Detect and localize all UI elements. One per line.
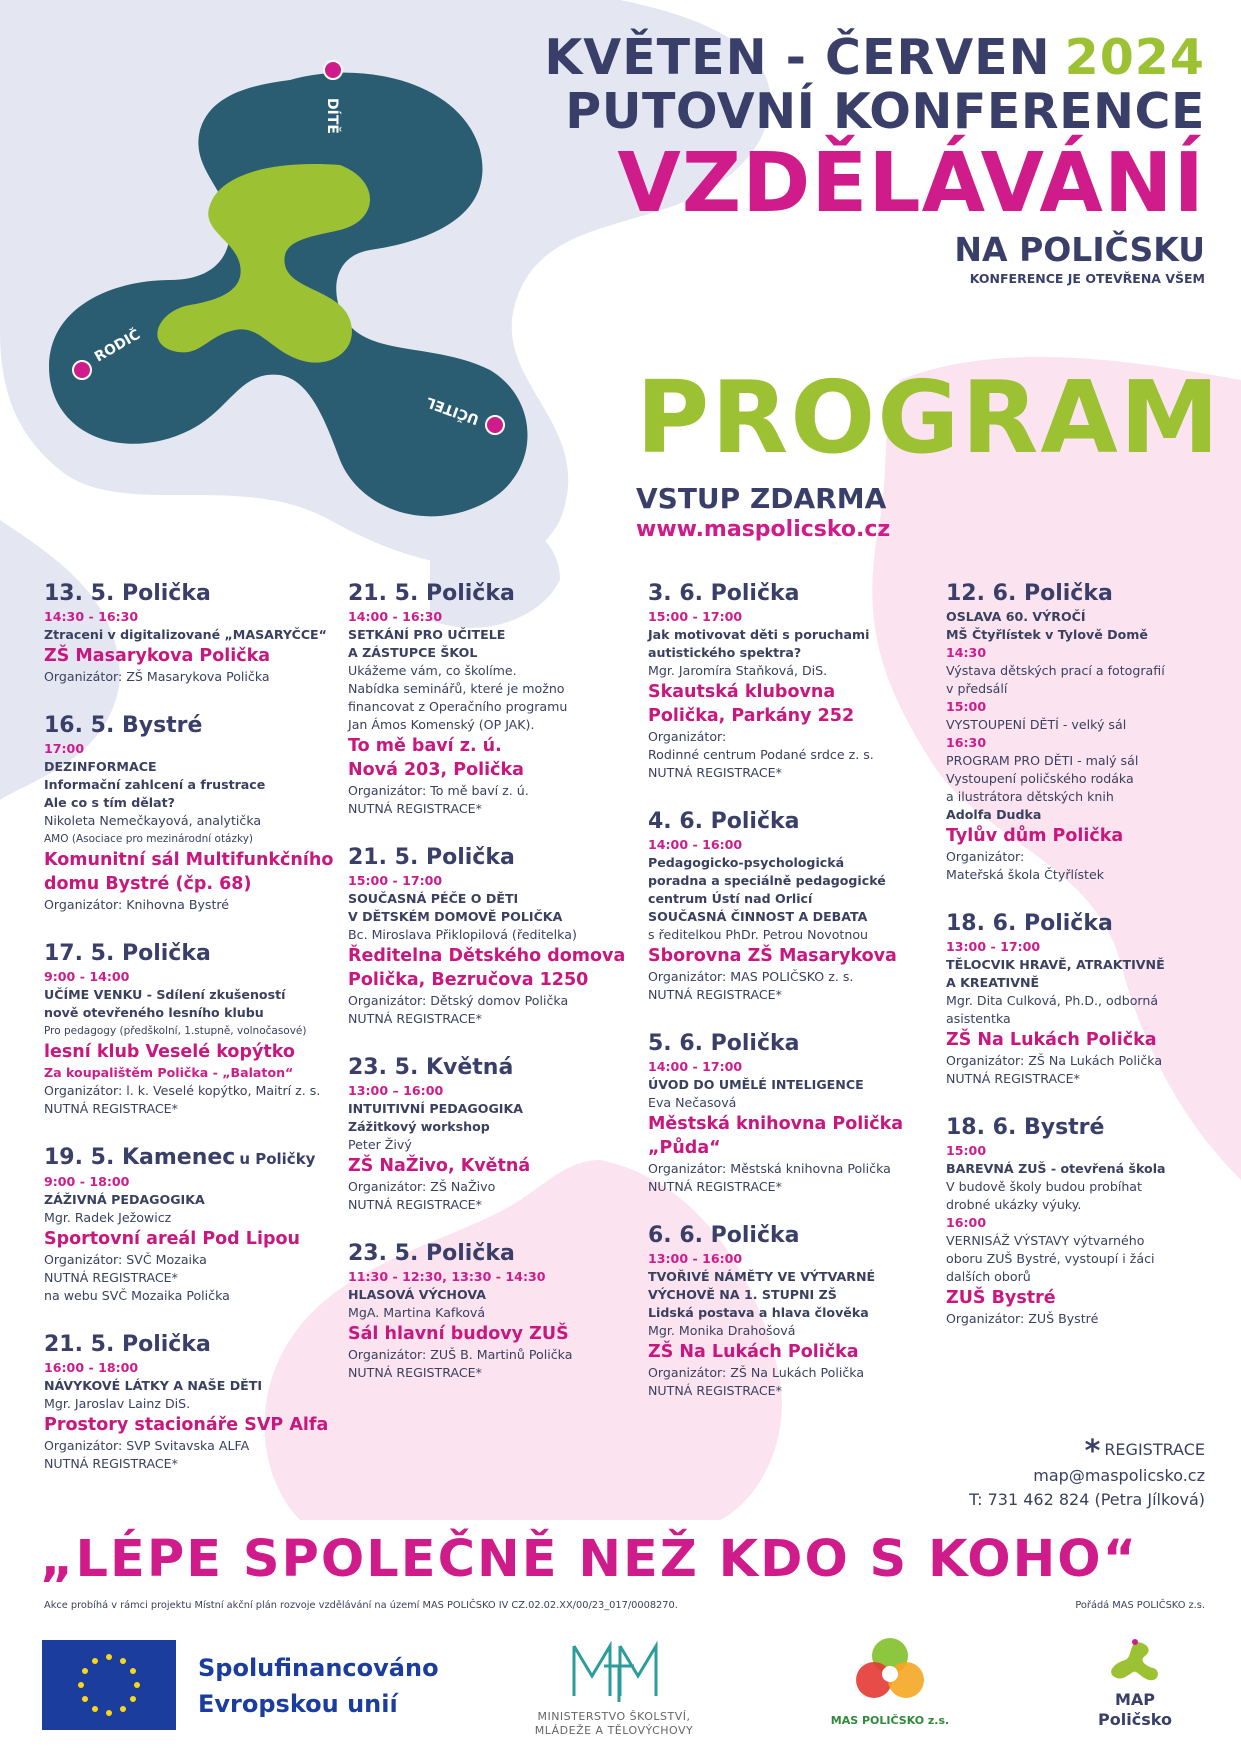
header-months: KVĚTEN - ČERVEN 2024 — [544, 29, 1205, 86]
label-child: DÍTĚ — [324, 98, 340, 134]
project-note: Akce probíhá v rámci projektu Místní akční plán rozvoje vzdělávání na území MAS POLIČSKO IV CZ.02.02.XX/00/23_017/0008270. — [44, 1600, 678, 1611]
header-year: 2024 — [1064, 29, 1205, 86]
msmt-mark-icon — [564, 1636, 664, 1706]
column-2 — [348, 580, 628, 1408]
header-region: NA POLIČSKU — [954, 230, 1205, 269]
event-item: 18. 6. Bystré 15:00 BAREVNÁ ZUŠ - otevřená škola V budově školy budou probíhat drobné ukázky výuky. 16:00 VERNISÁŽ VÝSTAVY výtvarného oboru ZUŠ Bystré, vystoupí i žáci dalších oborů ZUŠ Bystré Organizátor: ZUŠ Bystré — [946, 1115, 1166, 1326]
registration-email[interactable]: map@maspolicsko.cz — [1033, 1466, 1205, 1485]
registration-info: * REGISTRACE map@maspolicsko.cz T: 731 462 824 (Petra Jílková) — [969, 1438, 1205, 1512]
event-item: 4. 6. Polička 14:00 - 16:00 Pedagogicko-psychologická poradna a speciálně pedagogické centrum Ústí nad Orlicí SOUČASNÁ ČINNOST A DEBATA s ředitelkou PhDr. Petrou Novotnou Sborovna ZŠ Masarykova Organizátor: MAS POLIČSKO z. s. NUTNÁ REGISTRACE* — [648, 809, 897, 1002]
event-item: 16. 5. Bystré 17:00 DEZINFORMACE Informační zahlcení a frustrace Ale co s tím dělat? Nikoleta Nemečkayová, analytička AMO (Asociace pro mezinárodní otázky) Komunitní sál Multifunkčního domu Bystré (čp. 68) Organizátor: Knihovna Bystré — [44, 713, 334, 912]
event-item: 21. 5. Polička 14:00 - 16:30 SETKÁNÍ PRO UČITELE A ZÁSTUPCE ŠKOL Ukážeme vám, co školíme. Nabídka seminářů, které je možno financovat z Operačního programu Jan Ámos Komenský (OP JAK). To mě baví z. ú. Nová 203, Polička Organizátor: To mě baví z. ú. NUTNÁ REGISTRACE* — [348, 581, 568, 816]
event-item: 17. 5. Polička 9:00 - 14:00 UČÍME VENKU - Sdílení zkušeností nově otevřeného lesního klubu Pro pedagogy (předškolní, 1.stupně, volnočasové) lesní klub Veselé kopýtko Za koupalištěm Polička - „Balaton“ Organizátor: l. k. Veselé kopýtko, Maitrí z. s. NUTNÁ REGISTRACE* — [44, 941, 321, 1116]
header — [505, 30, 1205, 288]
msmt-logo: MINISTERSTVO ŠKOLSTVÍ, MLÁDEŽE A TĚLOVÝCHOVY — [504, 1636, 724, 1738]
program-block — [636, 359, 1222, 544]
free-entry: VSTUP ZDARMA — [636, 482, 887, 515]
event-item: 23. 5. Květná 13:00 – 16:00 INTUITIVNÍ PEDAGOGIKA Zážitkový workshop Peter Živý ZŠ NaŽivo, Květná Organizátor: ZŠ NaŽivo NUTNÁ REGISTRACE* — [348, 1055, 531, 1212]
event-item: 19. 5. Kamenec u Poličky 9:00 - 18:00 ZÁŽIVNÁ PEDAGOGIKA Mgr. Radek Ježowicz Sportovní areál Pod Lipou Organizátor: SVČ Mozaika NUTNÁ REGISTRACE* na webu SVČ Mozaika Polička — [44, 1145, 316, 1303]
event-item: 21. 5. Polička 15:00 - 17:00 SOUČASNÁ PÉČE O DĚTI V DĚTSKÉM DOMOVĚ POLIČKA Bc. Miroslava Přiklopilová (ředitelka) Ředitelna Dětského domova Polička, Bezručova 1250 Organizátor: Dětský domov Polička NUTNÁ REGISTRACE* — [348, 845, 626, 1026]
website-link[interactable]: www.maspolicsko.cz — [636, 517, 891, 542]
event-item: 21. 5. Polička 16:00 - 18:00 NÁVYKOVÉ LÁTKY A NAŠE DĚTI Mgr. Jaroslav Lainz DiS. Prostory stacionáře SVP Alfa Organizátor: SVP Svitavska ALFA NUTNÁ REGISTRACE* — [44, 1332, 329, 1471]
eu-cofinanced: Spolufinancováno Evropskou unií — [198, 1654, 439, 1718]
mas-mark-icon — [850, 1630, 930, 1710]
event-item: 3. 6. Polička 15:00 - 17:00 Jak motivovat děti s poruchami autistického spektra? Mgr. Jaromíra Staňková, DiS. Skautská klubovna Polička, Parkány 252 Organizátor: Rodinné centrum Podané srdce z. s. NUTNÁ REGISTRACE* — [648, 581, 874, 780]
event-item: 18. 6. Polička 13:00 - 17:00 TĚLOCVIK HRAVĚ, ATRAKTIVNĚ A KREATIVNĚ Mgr. Dita Culková, Ph.D., odborná asistentka ZŠ Na Lukách Polička Organizátor: ZŠ Na Lukách Polička NUTNÁ REGISTRACE* — [946, 911, 1165, 1086]
label-parent: RODIČ — [92, 326, 144, 366]
header-education: VZDĚLÁVÁNÍ — [617, 136, 1205, 231]
asterisk-icon: * — [1084, 1434, 1101, 1469]
event-item: 23. 5. Polička 11:30 - 12:30, 13:30 - 14:30 HLASOVÁ VÝCHOVA MgA. Martina Kafková Sál hlavní budovy ZUŠ Organizátor: ZUŠ B. Martinů Polička NUTNÁ REGISTRACE* — [348, 1241, 573, 1380]
column-4 — [946, 580, 1206, 1354]
header-conference: PUTOVNÍ KONFERENCE — [565, 83, 1205, 140]
mas-logo: MAS POLIČSKO z.s. — [830, 1630, 950, 1727]
label-teacher: UČITEL — [424, 393, 482, 428]
trefoil-logo — [40, 40, 540, 540]
program-title: PROGRAM — [636, 359, 1222, 476]
column-1 — [44, 580, 334, 1499]
eu-flag-icon — [42, 1640, 176, 1730]
event-item: 5. 6. Polička 14:00 - 17:00 ÚVOD DO UMĚLÉ INTELIGENCE Eva Nečasová Městská knihovna Polička „Půda“ Organizátor: Městská knihovna Polička NUTNÁ REGISTRACE* — [648, 1031, 904, 1194]
organizer-note: Pořádá MAS POLIČSKO z.s. — [1075, 1600, 1205, 1611]
event-item: 13. 5. Polička 14:30 - 16:30 Ztraceni v digitalizované „MASARYČCE“ ZŠ Masarykova Polička Organizátor: ZŠ Masarykova Polička — [44, 581, 327, 684]
registration-phone: T: 731 462 824 (Petra Jílková) — [969, 1490, 1205, 1509]
event-item: 12. 6. Polička OSLAVA 60. VÝROČÍ MŠ Čtyřlístek v Tylově Domě 14:30 Výstava dětských prací a fotografií v předsálí 15:00 VYSTOUPENÍ DĚTÍ - velký sál 16:30 PROGRAM PRO DĚTI - malý sál Vystoupení poličského rodáka a ilustrátora dětských knih Adolfa Dudka Tylův dům Polička Organizátor: Mateřská škola Čtyřlístek — [946, 581, 1165, 882]
header-open: KONFERENCE JE OTEVŘENA VŠEM — [969, 271, 1205, 286]
map-logo: MAP Poličsko — [1070, 1636, 1200, 1730]
map-mark-icon — [1105, 1636, 1165, 1686]
event-item: 6. 6. Polička 13:00 - 16:00 TVOŘIVÉ NÁMĚTY VE VÝTVARNÉ VÝCHOVĚ NA 1. STUPNI ZŠ Lidská postava a hlava člověka Mgr. Monika Drahošová ZŠ Na Lukách Polička Organizátor: ZŠ Na Lukách Polička NUTNÁ REGISTRACE* — [648, 1223, 876, 1398]
column-3 — [648, 580, 928, 1426]
slogan: „LÉPE SPOLEČNĚ NEŽ KDO S KOHO“ — [40, 1530, 1139, 1589]
